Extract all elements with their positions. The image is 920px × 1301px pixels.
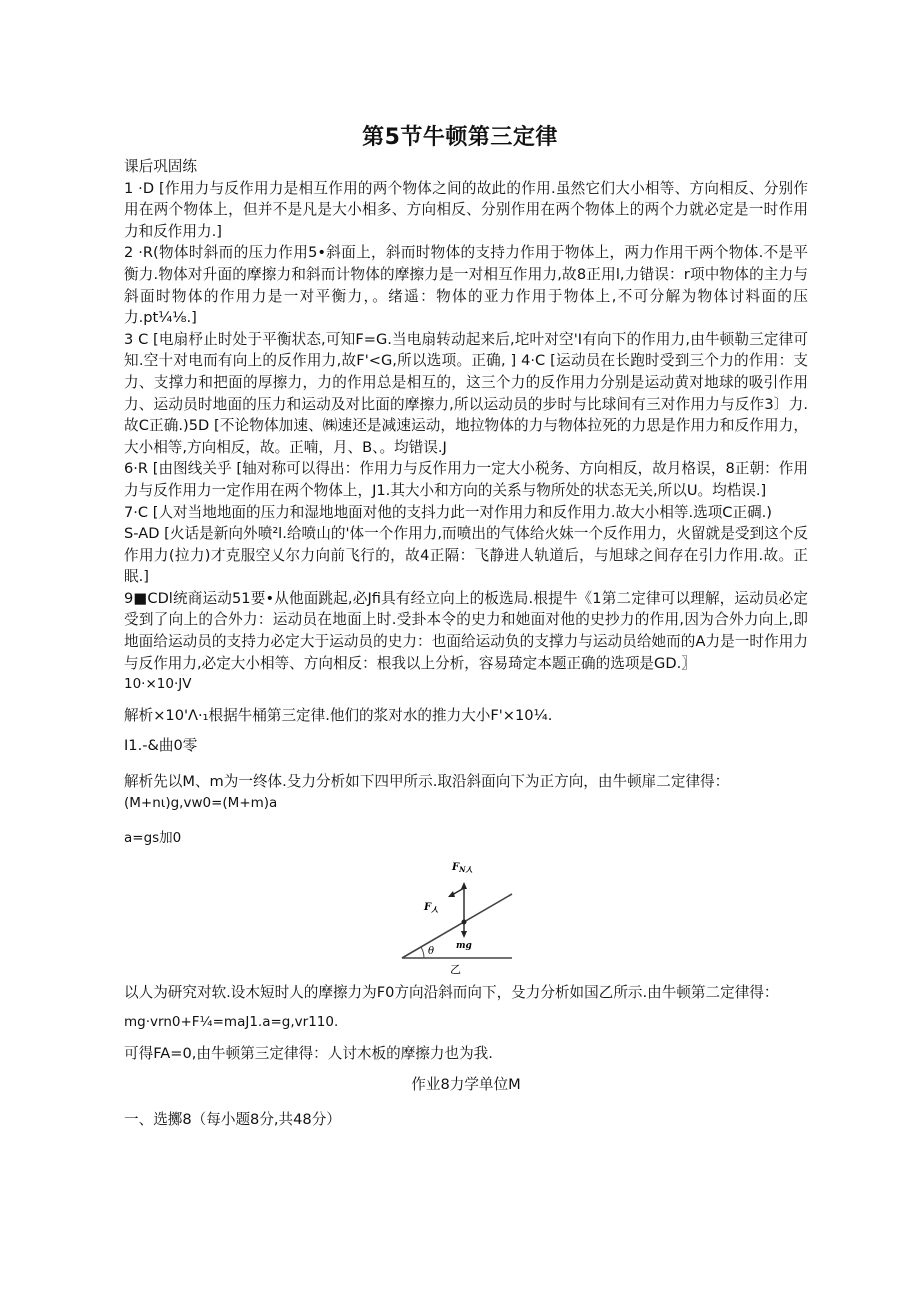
section-heading: 课后巩固练 <box>124 158 197 175</box>
angle-arc <box>421 947 424 958</box>
equation-2: a=gs加0 <box>124 830 182 847</box>
document-body <box>124 156 808 1131</box>
force-diagram <box>124 858 808 976</box>
answer-10: 10·×10·JV <box>124 676 192 693</box>
homework-heading: 作业8力学单位M <box>411 1075 521 1093</box>
weight-label: mg <box>456 940 472 951</box>
analysis-person: 以人为研究对软.设木短时人的摩擦力为F0方向沿斜而向下，殳力分析如国乙所示.由牛顿第二定律得： <box>124 983 779 1001</box>
normal-force-label: $F_{N人}$ <box>452 861 473 874</box>
answer-8: S-AD [火话是新向外喷²l.给喷山的'体一个作用力,而喷出的气体给火妹一个反作用力，火留就是受到这个反作用力(拉力)才克服空乂尔力向前飞行的，故4正隔：飞静进人轨道后，与旭球之间存在引力作用.故。正眠.] <box>124 525 808 586</box>
figure-caption: 乙 <box>450 962 461 976</box>
answer-6: 6·R [由图线关乎 [轴对称可以得出：作用力与反作用力一定大小税务、方向相反，故月格误，8正朝：作用力与反作用力一定作用在两个物体上，J1.其大小和方向的关系与物所处的状态无关,所以U。均梏误.] <box>124 460 808 499</box>
answer-9: 9■CDl统商运动51要•从他面跳起,必Jfi具有经立向上的板选局.根提牛《1第二定律可以理解，运动员必定受到了向上的合外力：运动员在地面上时.受卦本令的史力和她面对他的史抄力的作用,因为合外力向上,即地面给运动员的支持力必定大于运动员的史力：也面给运动负的支撑力与运动员给她而的A力是一时作用力与反作用力,必定大小相等、方向相反：根我以上分析，容易琦定本题正确的选项是GD.〗 <box>124 589 808 672</box>
page-title: 第5节牛顿第三定律 <box>362 125 558 150</box>
answer-11-analysis: 解析先以M、m为一终体.殳力分析如下四甲所示.取沿斜面向下为正方向，由牛顿扉二定律得： <box>124 773 730 791</box>
force-diagram-svg <box>394 858 524 976</box>
answer-3-5: 3 C [电扇杼止时处于平衡状态,可知F=G.当电扇转动起来后,坨叶对空'I有向下的作用力,由牛顿勒三定律可知.空十对电而有向上的反作用力,故F'<G,所以选项。正确, ] 4·C [运动员在长跑时受到三个力的作用：支力、支撑力和把面的厚擦力，力的作用总是相互的，这三个力的反作用力分别是运动黄对地球的吸引作用力、运动员时地面的压力和运动及对比面的摩擦力,所以运动员的步时与比球间有三对作用力与反作3〕力.故C正确.)5D [不论物体加速、㈱速还是减速运动，地拉物体的力与物体拉死的力思是作用力和反作用力，大小相等,方向相反，故。正喃，月、B、。均错误.J <box>124 330 808 456</box>
answer-2: 2 ·R(物体时斜而的压力作用5•斜面上，斜而时物体的支持力作用于物体上，两力作用干两个物体.不是平衡力.物体对升面的摩擦力和斜而计物体的摩擦力是一对相互作用力,故8正用l,力错误：r项中物体的主力与斜面时物体的作用力是一对平衡力，。绪遥：物体的亚力作用于物体上,不可分解为物体讨料面的压力.pt¼⅛.] <box>124 244 808 327</box>
equation-1: (M+nι)g,vw0=(M+m)a <box>124 794 278 811</box>
friction-label: $F_人$ <box>424 901 439 914</box>
conclusion: 可得FA=0,由牛顿第三定律得：人讨木板的摩擦力也为我. <box>124 1045 493 1062</box>
normal-force-arrowhead <box>461 882 467 889</box>
answer-1: 1 ·D [作用力与反作用力是相互作用的两个物体之间的故此的作用.虽然它们大小相等、方向相反、分别作用在两个物体上，但并不是凡是大小相多、方向相反、分别作用在两个物体上的两个力就必定是一时作用力和反作用力.] <box>124 179 808 240</box>
equation-3: mg·vrn0+F¼=maJ1.a=g,vr110. <box>124 1014 339 1031</box>
answer-7: 7·C [人对当地地面的压力和湿地地面对他的支抖力此一对作用力和反作用力.故大小相等.选项C正碉.) <box>124 503 773 521</box>
theta-label: θ <box>428 945 435 957</box>
answer-10-analysis: 解析×10'Λ·₁根据牛桶第三定律.他们的浆对水的推力大小F'×10¼. <box>124 706 553 724</box>
friction-arrowhead <box>448 891 455 897</box>
answer-11: I1.-&曲0零 <box>124 737 198 755</box>
choice-section-heading: 一、选擲8（每小题8分,共48分） <box>124 1111 341 1129</box>
weight-arrowhead <box>461 931 467 938</box>
